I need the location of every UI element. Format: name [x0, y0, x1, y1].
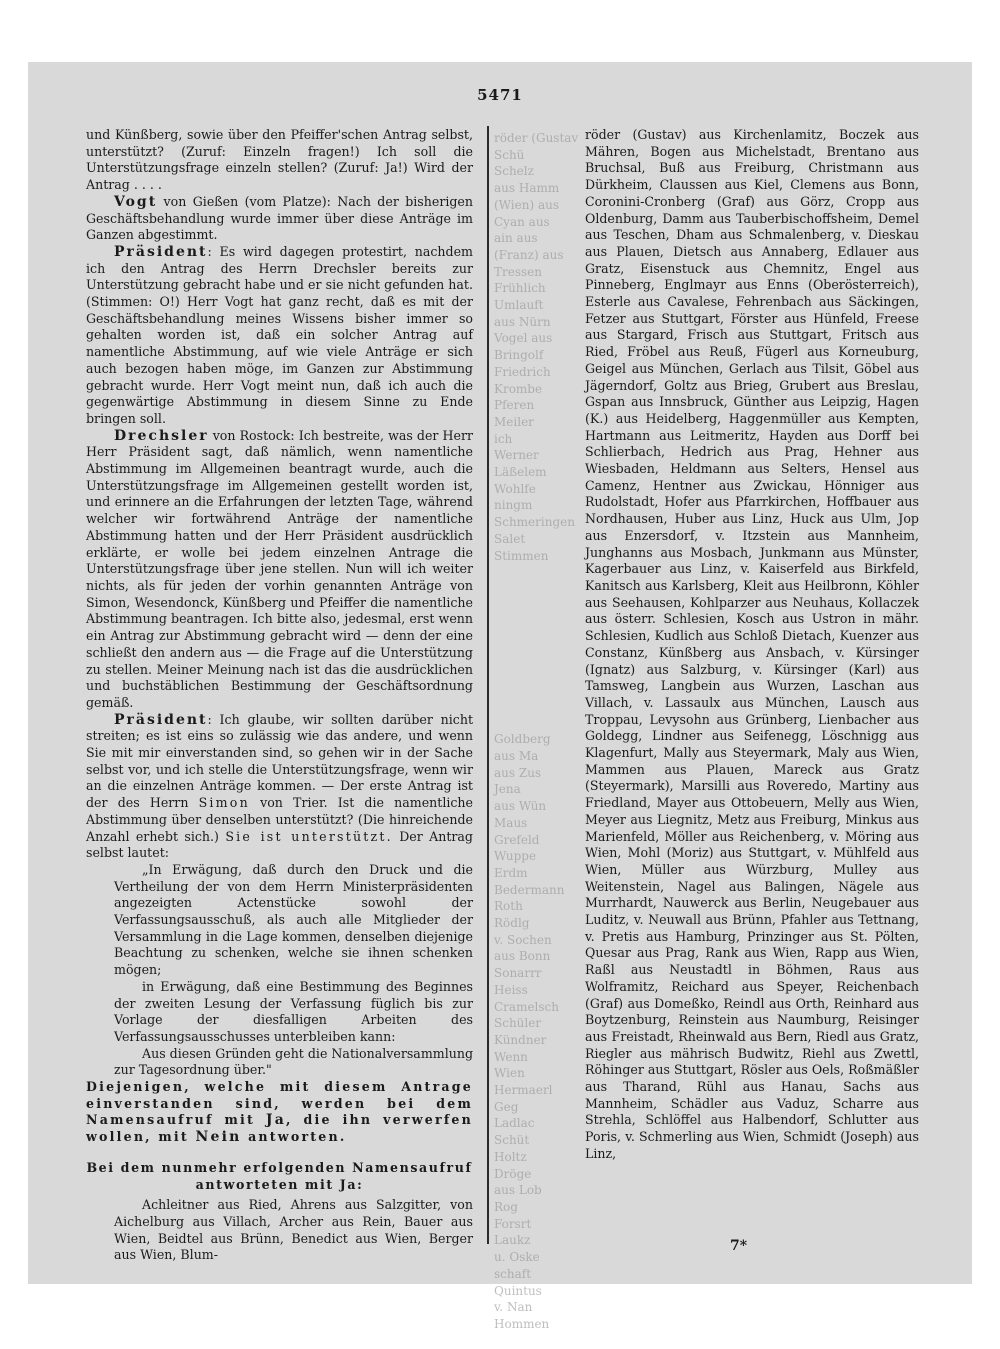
bleed-line: Krombe — [494, 381, 543, 396]
bleed-line: Quintus — [494, 1283, 542, 1298]
bleed-line: Wuppe — [494, 849, 537, 864]
bleed-line: röder (Gustav — [494, 131, 579, 145]
speaker-name: Präsident — [114, 711, 208, 728]
bleed-line: Meiler — [494, 414, 534, 429]
vote-instruction — [86, 1079, 473, 1146]
roll-call-heading — [86, 1160, 473, 1193]
bleed-line: Wenn — [494, 1049, 528, 1064]
speech-text: Der Antrag selbst lautet: — [86, 828, 473, 861]
bleed-line: Cyan aus — [494, 214, 550, 229]
paragraph-president-1 — [86, 244, 473, 428]
bleed-line: Heiss — [494, 982, 528, 997]
bleed-line: Wien — [494, 1066, 525, 1081]
bleed-line: ich — [494, 431, 513, 446]
bleed-line: Läßelem — [494, 465, 547, 480]
vote-text: Diejenigen, welche mit diesem Antrage einverstanden sind, werden bei dem Namensaufruf mit — [86, 1079, 473, 1128]
bleed-line: Holtz — [494, 1149, 527, 1164]
bleed-line: Roth — [494, 899, 523, 914]
page-number: 5471 — [477, 86, 523, 104]
bleed-line: Bedermann — [494, 882, 565, 897]
bleed-line: Rog — [494, 1200, 518, 1214]
column-divider — [487, 126, 489, 1244]
speech-text: : Ich glaube, wir sollten darüber nicht streiten; es ist eins so zulässig wie das andere, und wenn Sie mit mir einverstanden sind, so gehen wir in der Sache selbst vor, und ich stelle die Unterstützungsfrage, wenn wir an die einzelnen Anträge kommen. — Der erste Antrag ist der des Herrn — [86, 711, 473, 811]
bleed-line: Maus — [494, 815, 528, 830]
bleed-line: aus Ma — [494, 749, 539, 764]
bleed-line: Schmeringen — [494, 515, 575, 530]
paragraph-vogt — [86, 194, 473, 244]
motion-quote-3: Aus diesen Gründen geht die Nationalversammlung zur Tagesordnung über." — [114, 1045, 474, 1078]
speaker-name: Präsident — [114, 243, 208, 260]
motion-quote-2: in Erwägung, daß eine Bestimmung des Beginnes der zweiten Lesung der Verfassung füglich bis zur Vorlage der diesfalligen Arbeiten des Verfassungsausschusses unterbleiben kann: — [114, 978, 473, 1044]
person-name: Simon — [198, 795, 250, 811]
bleed-line: Frühlich — [494, 281, 546, 296]
speaker-name: Vogt — [114, 193, 158, 210]
bleed-line: Salet — [494, 531, 526, 546]
bleed-line: (Franz) aus — [494, 247, 564, 262]
bleed-line: Laukz — [494, 1233, 531, 1248]
speaker-name: Drechsler — [114, 427, 209, 444]
bleed-line: Friedrich — [494, 364, 551, 379]
bleed-line: u. Oske — [494, 1250, 540, 1265]
bleed-line — [494, 581, 582, 598]
bleed-line: Forsrt — [494, 1216, 532, 1231]
motion-quote-1: „In Erwägung, daß durch den Druck und die Vertheilung der von dem Herrn Ministerpräsidenten angezeigten Actenstücke sowohl der Verfassungsausschuß, als auch alle Mitglieder der Versammlung in die Lage kommen, denselben diejenige Beachtung zu schenken, welche sie ihnen schenken mögen; — [114, 861, 473, 978]
bleed-line: aus Nürn — [494, 314, 551, 329]
bleed-line: v. Sochen — [494, 932, 552, 947]
bleed-line: Erdm — [494, 865, 528, 880]
bleed-line: aus Lob — [494, 1183, 542, 1198]
bleed-line: Geg — [494, 1099, 519, 1114]
bleed-line: aus Zus — [494, 765, 542, 780]
bleed-line: Schü — [494, 147, 525, 162]
bleed-line — [494, 631, 582, 648]
paragraph-president-2 — [86, 712, 473, 862]
bleed-line: (Wien) aus — [494, 197, 560, 212]
roll-call-names-start: Achleitner aus Ried, Ahrens aus Salzgitter, von Aichelburg aus Villach, Archer aus Rein, Bauer aus Wien, Beidtel aus Brünn, Benedict aus Wien, Berger aus Wien, Blum- — [114, 1197, 473, 1263]
bleed-line: Hermaerl — [494, 1083, 553, 1098]
bleed-line: ningm — [494, 498, 533, 513]
speech-text: von Rostock: Ich bestreite, was der Herr Herr Präsident sagt, daß nämlich, wenn namentliche Abstimmung im Allgemeinen beantragt wurde, auch die Unterstützungsfrage im Allgemeinen gestellt worden ist, und erinnere an die Erfahrungen der letzten Tage, während welcher wir fortwährend Anträge der namentliche Abstimmung hatten und der Herr Präsident ausdrücklich erklärte, er wolle bei jedem einzelnen Antrage die Unterstützungsfrage über jene stellen. Nun will ich weiter nichts, als für jeden der vorhin genannten Anträge von Simon, Wesendonck, Künßberg und Pfeiffer die namentliche Abstimmung beantragen. Ich bitte also, jedesmal, erst wenn ein Antrag zur Abstimmung gebracht wird — denn der eine schließt den andern aus — die Frage auf die Unterstützung zu stellen. Meiner Meinung nach ist das die ausdrücklichen und buchstäblichen Bestimmung der Geschäftsordnung gemäß. — [86, 427, 473, 710]
bleed-line: Ladlac — [494, 1116, 535, 1131]
vote-text: , die ihn verwerfen wollen, mit — [86, 1112, 474, 1145]
bleed-through-text — [494, 130, 582, 1331]
bleed-line: Umlauft — [494, 298, 544, 313]
supported-statement: Sie ist unterstützt. — [225, 828, 393, 844]
speech-text: von Gießen (vom Platze): Nach der bisherigen Geschäftsbehandlung wurde immer über diese Anträge im Ganzen abgestimmt. — [86, 193, 473, 243]
paragraph-drechsler — [86, 428, 473, 712]
bleed-line: schaft — [494, 1266, 532, 1281]
bleed-line — [494, 715, 582, 732]
bleed-line: Schelz — [494, 164, 534, 179]
bleed-line: Tressen — [494, 264, 542, 279]
speech-text: von Trier. Ist die namentliche Abstimmung über denselben unterstützt? (Die hinreichende Anzahl erhebt sich.) — [86, 795, 473, 844]
bleed-line: ain aus — [494, 231, 538, 246]
bleed-line — [494, 698, 582, 715]
vote-text: antworten. — [241, 1129, 347, 1145]
bleed-line: Vogel aus — [494, 331, 553, 346]
bleed-line — [494, 564, 582, 581]
bleed-line: Cramelsch — [494, 999, 559, 1014]
bleed-line: Werner — [494, 448, 539, 463]
bleed-line — [494, 614, 582, 631]
bleed-line: Goldberg — [494, 732, 551, 747]
bleed-line: Schüt — [494, 1133, 530, 1148]
bleed-line: Grefeld — [494, 832, 540, 847]
roll-call-names-continued: röder (Gustav) aus Kirchenlamitz, Boczek aus Mähren, Bogen aus Michelstadt, Brentano aus Bruchsal, Buß aus Freiburg, Christmann aus Dürkheim, Claussen aus Kiel, Clemens aus Bonn, Coronini-Cronberg (Graf) aus Görz, Cropp aus Oldenburg, Damm aus Tauberbischoffsheim, Demel aus Teschen, Dham aus Schmalenberg, v. Dieskau aus Plauen, Dietsch aus Annaberg, Edlauer aus Gratz, Eisenstuck aus Chemnitz, Engel aus Pinneberg, Englmayr aus Enns (Oberösterreich), Esterle aus Cavalese, Fehrenbach aus Säckingen, Fetzer aus Stuttgart, Förster aus Hünfeld, Freese aus Stargard, Frisch aus Stuttgart, Fritsch aus Ried, Fröbel aus Reuß, Fügerl aus Korneuburg, Geigel aus München, Gerlach aus Tilsit, Göbel aus Jägerndorf, Goltz aus Brieg, Grubert aus Breslau, Gspan aus Innsbruck, Günther aus Leipzig, Hagen (K.) aus Heidelberg, Haggenmüller aus Kempten, Hartmann aus Leitmeritz, Hayden aus Dorff bei Schlierbach, Hedrich aus Prag, Hehner aus Wiesbaden, Heldmann aus Selters, Hensel aus Camenz, Hentner aus Zwickau, Hönniger aus Rudolstadt, Hofer aus Pfarrkirchen, Hoffbauer aus Nordhausen, Huber aus Linz, Huck aus Ulm, Jop aus Enzersdorf, v. Itzstein aus Mannheim, Junghanns aus Mosbach, Junkmann aus Münster, Kagerbauer aus Linz, v. Kaiserfeld aus Birkfeld, Kanitsch aus Karlsberg, Kleit aus Heilbronn, Köhler aus Seehausen, Kohlparzer aus Neuhaus, Kollaczek aus österr. Schlesien, Kosch aus Ustron in mähr. Schlesien, Kudlich aus Schloß Dietach, Kuenzer aus Constanz, Künßberg aus Ansbach, v. Kürsinger (Ignatz) aus Salzburg, v. Kürsinger (Karl) aus Tamsweg, Langbein aus Wurzen, Laschan aus Villach, v. Lassaulx aus München, Lausch aus Troppau, Levysohn aus Grünberg, Lienbacher aus Goldegg, Lindner aus Seifenegg, Löschnigg aus Klagenfurt, Mally aus Steyermark, Maly aus Wien, Mammen aus Plauen, Mareck aus Gratz (Steyermark), Marsilli aus Roveredo, Martiny aus Friedland, Mayer aus Ottobeuern, Melly aus Wien, Meyer aus Liegnitz, Metz aus Freiburg, Minkus aus Marienfeld, Möller aus Reichenberg, v. Möring aus Wien, Mohl (Moriz) aus Stuttgart, v. Mühlfeld aus Wien, Müller aus Würzburg, Mulley aus Weitenstein, Nagel aus Balingen, Nägele aus Murrhardt, Nauwerck aus Berlin, Neugebauer aus Luditz, v. Neuwall aus Brünn, Pfahler aus Tettnang, v. Pretis aus Hamburg, Prinzinger aus St. Pölten, Quesar aus Prag, Rank aus Wien, Rapp aus Wien, Raßl aus Neustadtl in Böhmen, Raus aus Wolframitz, Reichard aus Speyer, Reichenbach (Graf) aus Domeßko, Reindl aus Orth, Reinhard aus Boytzenburg, Reinstein aus Naumburg, Reisinger aus Freistadt, Rheinwald aus Bern, Riedl aus Gratz, Riegler aus mährisch Budwitz, Riehl aus Zwettl, Röhinger aus Stuttgart, Rösler aus Oels, Roßmäßler aus Tharand, Rühl aus Hanau, Sachs aus Mannheim, Schädler aus Vaduz, Scharre aus Strehla, Schlöffel aus Halbendorf, Schlutter aus Poris, v. Schmerling aus Wien, Schmidt (Joseph) aus Linz, — [585, 127, 919, 1161]
bleed-line — [494, 665, 582, 682]
bleed-line: Bringolf — [494, 348, 544, 363]
bleed-line: Sonarrr — [494, 966, 542, 981]
bleed-line: Rödlg — [494, 916, 530, 931]
roll-call-heading-line-2: antworteten mit Ja: — [195, 1176, 364, 1192]
vote-yes: Ja — [265, 1112, 287, 1129]
bleed-line: Wohlfe — [494, 481, 536, 496]
paragraph-intro: und Künßberg, sowie über den Pfeiffer'schen Antrag selbst, unterstützt? (Zuruf: Einzeln fragen!) Ich soll die Unterstützungsfrage einzeln stellen? (Zuruf: Ja!) Wird der Antrag . . . . — [86, 127, 473, 193]
speech-text: : Es wird dagegen protestirt, nachdem ich den Antrag des Herrn Drechsler bereits zur Unterstützung gebracht habe und er sie nicht gefunden hat. (Stimmen: O!) Herr Vogt hat ganz recht, daß es mit der Geschäftsbehandlung meines Wissens bisher immer so gehalten worden ist, daß ein solcher Antrag auf namentliche Abstimmung, auf wie viele Anträge er sich auch bezogen haben möge, im Ganzen zur Abstimmung gebracht wurde. Herr Vogt meint nun, daß ich auch die gegenwärtige Abstimmung in diesem Sinne zu Ende bringen soll. — [86, 243, 473, 426]
bleed-line: v. Nan — [494, 1300, 533, 1315]
bleed-line — [494, 681, 582, 698]
bleed-line: Dröge — [494, 1166, 532, 1181]
bleed-line: aus Bonn — [494, 949, 551, 964]
bleed-line: Schüler — [494, 1016, 542, 1031]
vote-no: Nein — [195, 1129, 242, 1146]
bleed-line: Hommen — [494, 1316, 550, 1331]
bleed-line: aus Wün — [494, 799, 547, 814]
bleed-line: Pferen — [494, 398, 535, 413]
bleed-line — [494, 648, 582, 665]
bleed-line: Jena — [494, 782, 521, 797]
right-column — [585, 127, 919, 1163]
bleed-line: Stimmen — [494, 548, 549, 563]
bleed-line: Kündner — [494, 1032, 547, 1047]
left-column — [86, 127, 473, 1264]
roll-call-heading-line-1: Bei dem nunmehr erfolgenden Namensaufruf — [86, 1159, 473, 1175]
bleed-line: aus Hamm — [494, 181, 560, 196]
bleed-line — [494, 598, 582, 615]
signature-mark: 7* — [730, 1238, 748, 1254]
